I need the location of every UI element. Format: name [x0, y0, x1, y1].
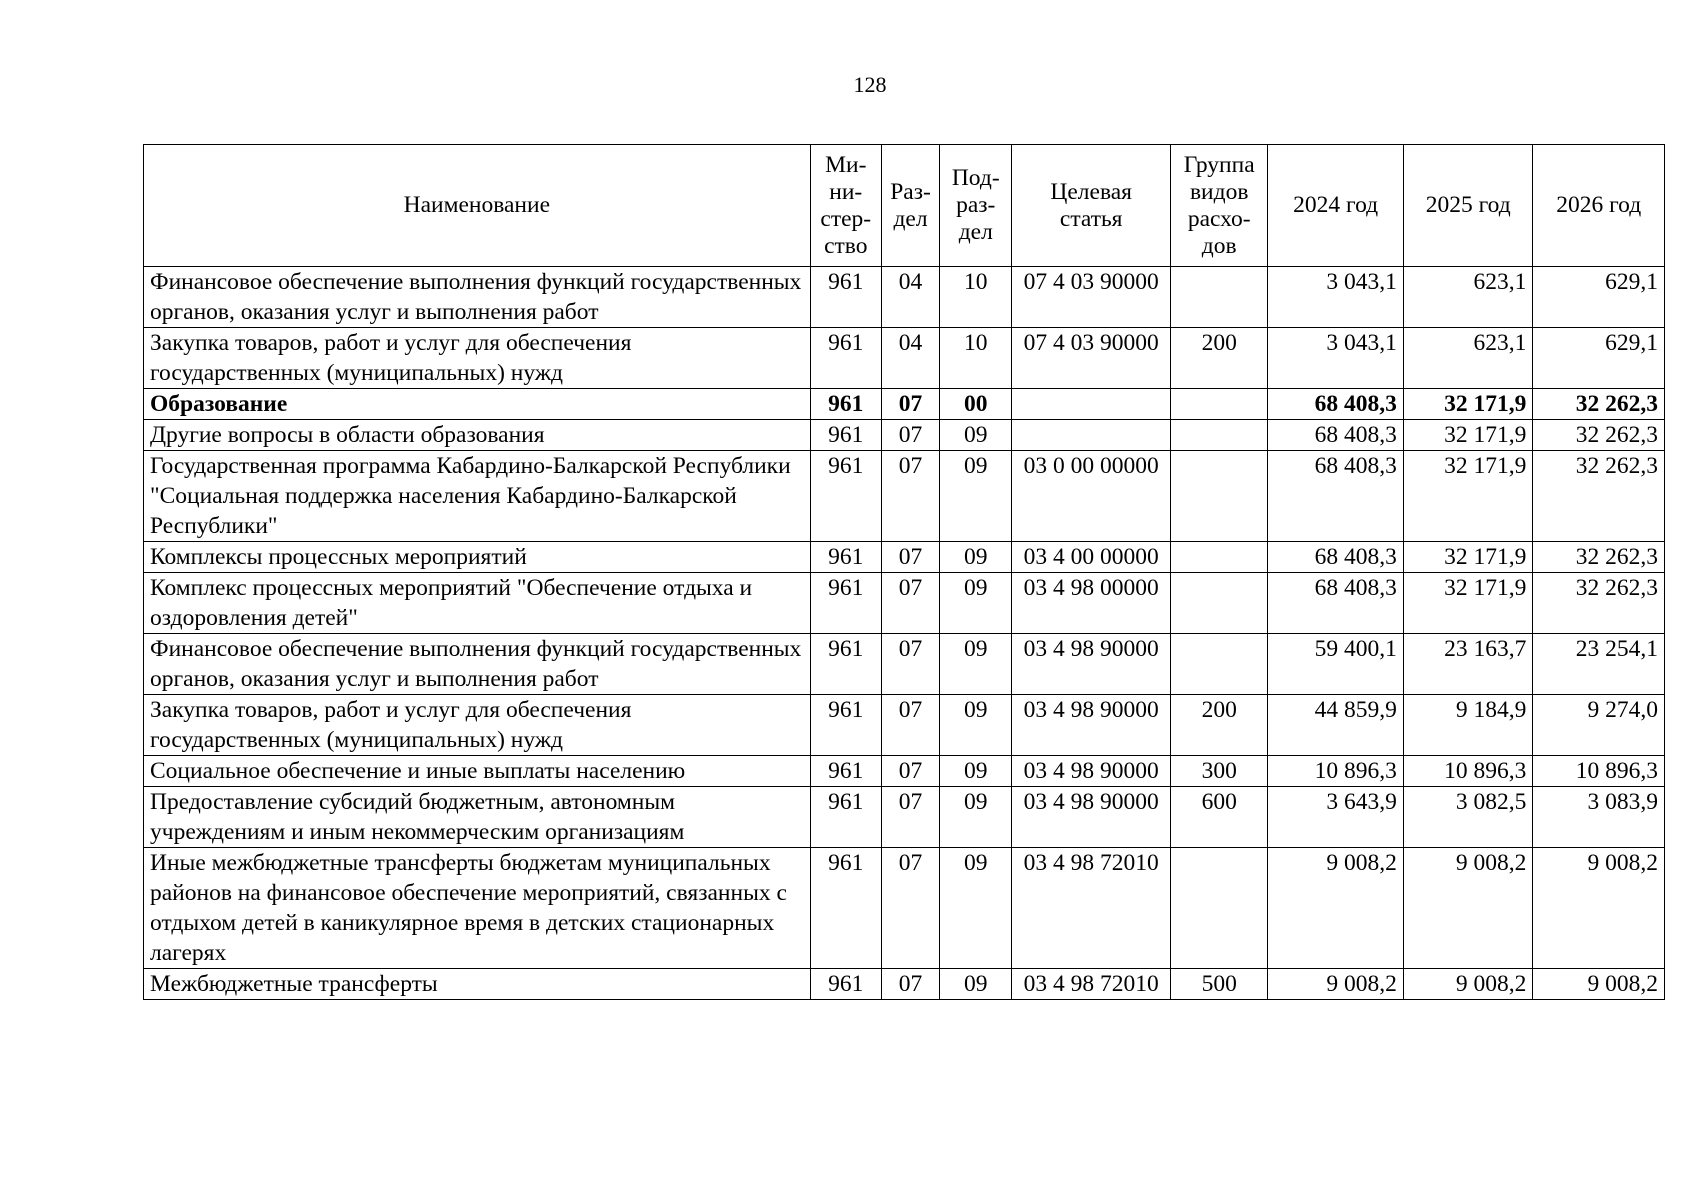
cell-ministry: 961 — [810, 451, 881, 542]
cell-ministry: 961 — [810, 420, 881, 451]
cell-2026: 23 254,1 — [1533, 634, 1665, 695]
cell-name: Комплексы процессных мероприятий — [144, 542, 811, 573]
table-row — [144, 695, 1665, 756]
cell-group — [1171, 848, 1268, 969]
cell-subsection: 09 — [940, 787, 1012, 848]
cell-ministry: 961 — [810, 695, 881, 756]
table-row — [144, 634, 1665, 695]
cell-name: Закупка товаров, работ и услуг для обеспечения государственных (муниципальных) нужд — [144, 695, 811, 756]
cell-target: 03 4 98 72010 — [1012, 969, 1171, 1000]
cell-2026: 32 262,3 — [1533, 542, 1665, 573]
cell-2025: 9 008,2 — [1403, 848, 1533, 969]
cell-target: 03 0 00 00000 — [1012, 451, 1171, 542]
cell-2025: 32 171,9 — [1403, 420, 1533, 451]
cell-section: 07 — [881, 634, 939, 695]
table-row — [144, 420, 1665, 451]
cell-2024: 9 008,2 — [1268, 969, 1404, 1000]
cell-group — [1171, 573, 1268, 634]
header-2025: 2025 год — [1403, 145, 1533, 267]
table-row — [144, 756, 1665, 787]
table-row — [144, 389, 1665, 420]
table-row — [144, 969, 1665, 1000]
cell-target — [1012, 389, 1171, 420]
cell-2026: 32 262,3 — [1533, 389, 1665, 420]
cell-target: 03 4 98 90000 — [1012, 695, 1171, 756]
cell-subsection: 00 — [940, 389, 1012, 420]
cell-section: 07 — [881, 848, 939, 969]
cell-subsection: 10 — [940, 267, 1012, 328]
cell-ministry: 961 — [810, 756, 881, 787]
header-target: Целевая статья — [1012, 145, 1171, 267]
cell-name: Комплекс процессных мероприятий "Обеспечение отдыха и оздоровления детей" — [144, 573, 811, 634]
cell-subsection: 09 — [940, 969, 1012, 1000]
cell-ministry: 961 — [810, 267, 881, 328]
cell-ministry: 961 — [810, 542, 881, 573]
cell-2024: 68 408,3 — [1268, 389, 1404, 420]
cell-2026: 32 262,3 — [1533, 573, 1665, 634]
cell-section: 04 — [881, 267, 939, 328]
cell-2025: 32 171,9 — [1403, 573, 1533, 634]
cell-name: Социальное обеспечение и иные выплаты населению — [144, 756, 811, 787]
cell-target: 03 4 98 90000 — [1012, 634, 1171, 695]
cell-2025: 32 171,9 — [1403, 389, 1533, 420]
cell-target: 03 4 00 00000 — [1012, 542, 1171, 573]
cell-2026: 32 262,3 — [1533, 420, 1665, 451]
cell-2024: 3 043,1 — [1268, 267, 1404, 328]
cell-2025: 9 184,9 — [1403, 695, 1533, 756]
cell-group: 200 — [1171, 695, 1268, 756]
cell-2024: 68 408,3 — [1268, 573, 1404, 634]
cell-2024: 10 896,3 — [1268, 756, 1404, 787]
cell-2026: 32 262,3 — [1533, 451, 1665, 542]
header-subsection: Под- раз- дел — [940, 145, 1012, 267]
cell-ministry: 961 — [810, 328, 881, 389]
cell-subsection: 09 — [940, 542, 1012, 573]
cell-section: 07 — [881, 542, 939, 573]
cell-name: Финансовое обеспечение выполнения функций государственных органов, оказания услуг и выполнения работ — [144, 634, 811, 695]
cell-section: 07 — [881, 420, 939, 451]
cell-ministry: 961 — [810, 389, 881, 420]
cell-group — [1171, 634, 1268, 695]
cell-2025: 9 008,2 — [1403, 969, 1533, 1000]
cell-subsection: 09 — [940, 848, 1012, 969]
cell-name: Межбюджетные трансферты — [144, 969, 811, 1000]
cell-2024: 59 400,1 — [1268, 634, 1404, 695]
cell-section: 07 — [881, 573, 939, 634]
cell-group — [1171, 267, 1268, 328]
cell-target: 03 4 98 72010 — [1012, 848, 1171, 969]
cell-2024: 68 408,3 — [1268, 420, 1404, 451]
header-2026: 2026 год — [1533, 145, 1665, 267]
cell-2024: 68 408,3 — [1268, 542, 1404, 573]
table-row — [144, 328, 1665, 389]
cell-2025: 623,1 — [1403, 328, 1533, 389]
cell-section: 07 — [881, 787, 939, 848]
cell-target: 03 4 98 90000 — [1012, 787, 1171, 848]
cell-group — [1171, 389, 1268, 420]
cell-subsection: 09 — [940, 756, 1012, 787]
cell-group: 500 — [1171, 969, 1268, 1000]
table-row — [144, 848, 1665, 969]
cell-subsection: 09 — [940, 451, 1012, 542]
cell-section: 07 — [881, 969, 939, 1000]
cell-name: Иные межбюджетные трансферты бюджетам муниципальных районов на финансовое обеспечение мероприятий, связанных с отдыхом детей в каникулярное время в детских стационарных лагерях — [144, 848, 811, 969]
cell-subsection: 09 — [940, 420, 1012, 451]
cell-ministry: 961 — [810, 787, 881, 848]
header-group: Группа видов расхо- дов — [1171, 145, 1268, 267]
cell-2024: 3 043,1 — [1268, 328, 1404, 389]
header-section: Раз- дел — [881, 145, 939, 267]
cell-ministry: 961 — [810, 969, 881, 1000]
cell-name: Закупка товаров, работ и услуг для обеспечения государственных (муниципальных) нужд — [144, 328, 811, 389]
table-row — [144, 787, 1665, 848]
cell-subsection: 09 — [940, 573, 1012, 634]
cell-group: 300 — [1171, 756, 1268, 787]
cell-group — [1171, 451, 1268, 542]
cell-group: 200 — [1171, 328, 1268, 389]
cell-group — [1171, 420, 1268, 451]
cell-2026: 629,1 — [1533, 328, 1665, 389]
cell-2025: 32 171,9 — [1403, 451, 1533, 542]
cell-2025: 3 082,5 — [1403, 787, 1533, 848]
cell-2025: 23 163,7 — [1403, 634, 1533, 695]
cell-subsection: 09 — [940, 695, 1012, 756]
cell-target — [1012, 420, 1171, 451]
table-row — [144, 451, 1665, 542]
cell-target: 03 4 98 00000 — [1012, 573, 1171, 634]
cell-2025: 623,1 — [1403, 267, 1533, 328]
cell-2025: 32 171,9 — [1403, 542, 1533, 573]
cell-section: 07 — [881, 695, 939, 756]
cell-target: 03 4 98 90000 — [1012, 756, 1171, 787]
header-name: Наименование — [144, 145, 811, 267]
cell-ministry: 961 — [810, 573, 881, 634]
cell-subsection: 10 — [940, 328, 1012, 389]
table-row — [144, 542, 1665, 573]
cell-2025: 10 896,3 — [1403, 756, 1533, 787]
cell-2026: 9 008,2 — [1533, 848, 1665, 969]
table-body — [144, 267, 1665, 1000]
cell-name: Финансовое обеспечение выполнения функций государственных органов, оказания услуг и выполнения работ — [144, 267, 811, 328]
cell-2024: 9 008,2 — [1268, 848, 1404, 969]
cell-target: 07 4 03 90000 — [1012, 328, 1171, 389]
cell-section: 07 — [881, 756, 939, 787]
cell-2024: 3 643,9 — [1268, 787, 1404, 848]
cell-section: 07 — [881, 389, 939, 420]
cell-ministry: 961 — [810, 848, 881, 969]
cell-name: Государственная программа Кабардино-Балкарской Республики "Социальная поддержка населения Кабардино-Балкарской Республики" — [144, 451, 811, 542]
cell-target: 07 4 03 90000 — [1012, 267, 1171, 328]
cell-2026: 10 896,3 — [1533, 756, 1665, 787]
page-number: 128 — [853, 72, 887, 97]
budget-table — [143, 144, 1665, 1000]
cell-2026: 9 008,2 — [1533, 969, 1665, 1000]
header-2024: 2024 год — [1268, 145, 1404, 267]
cell-name: Другие вопросы в области образования — [144, 420, 811, 451]
cell-section: 04 — [881, 328, 939, 389]
table-row — [144, 267, 1665, 328]
cell-name: Предоставление субсидий бюджетным, автономным учреждениям и иным некоммерческим организациям — [144, 787, 811, 848]
header-ministry: Ми- ни- стер- ство — [810, 145, 881, 267]
cell-section: 07 — [881, 451, 939, 542]
cell-name: Образование — [144, 389, 811, 420]
header-row — [144, 145, 1665, 267]
cell-2026: 3 083,9 — [1533, 787, 1665, 848]
cell-group: 600 — [1171, 787, 1268, 848]
cell-2026: 9 274,0 — [1533, 695, 1665, 756]
cell-2026: 629,1 — [1533, 267, 1665, 328]
cell-2024: 44 859,9 — [1268, 695, 1404, 756]
cell-ministry: 961 — [810, 634, 881, 695]
cell-subsection: 09 — [940, 634, 1012, 695]
cell-group — [1171, 542, 1268, 573]
table-row — [144, 573, 1665, 634]
cell-2024: 68 408,3 — [1268, 451, 1404, 542]
